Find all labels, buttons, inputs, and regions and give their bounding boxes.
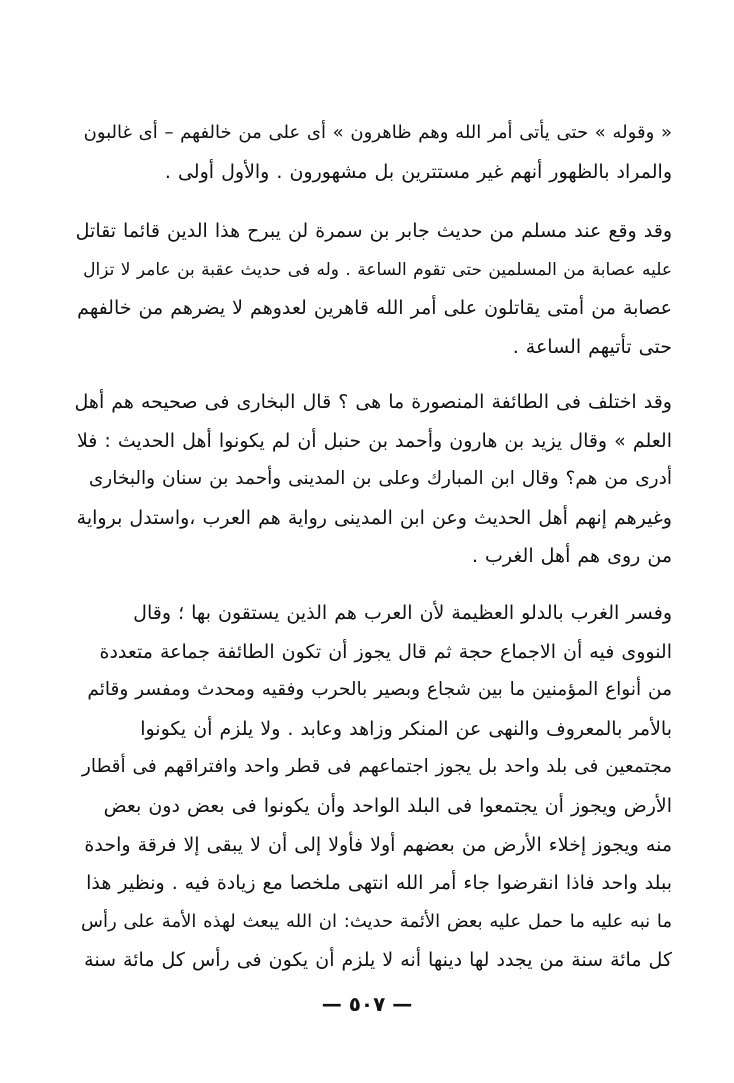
- paragraph-3: [74, 383, 672, 576]
- text-line: وقد وقع عند مسلم من حديث جابر بن سمرة لن يبرح هذا الدين قائما تقاتل: [75, 220, 672, 242]
- text-line: حتى تأتيهم الساعة .: [512, 335, 672, 358]
- text-line: وقد اختلف فى الطائفة المنصورة ما هى ؟ قال البخارى فى صحيحه هم أهل: [74, 391, 672, 413]
- text-line: عصابة من أمتى يقاتلون على أمر الله قاهرين لعدوهم لا يضرهم من خالفهم: [77, 297, 672, 320]
- text-line: وفسر الغرب بالدلو العظيمة لأن العرب هم الذين يستقون بها ؛ وقال: [133, 602, 672, 624]
- text-line: وغيرهم إنهم أهل الحديث وعن ابن المدينى رواية هم العرب ،واستدل برواية: [76, 506, 672, 529]
- text-line: مجتمعين فى بلد واحد بل يجوز اجتماعهم فى قطر واحد وافتراقهم فى أقطار: [81, 756, 672, 778]
- text-line: الأرض ويجوز أن يجتمعوا فى البلد الواحد وأن يكونوا فى بعض دون بعض: [103, 794, 672, 817]
- text-line: منه ويجوز إخلاء الأرض من بعضهم أولا فأولا إلى أن لا يبقى إلا فرقة واحدة: [84, 833, 672, 856]
- paragraph-4: [74, 594, 672, 980]
- text-line: ما نبه عليه ما حمل عليه بعض الأئمة حديث: ان الله يبعث لهذه الأمة على رأس: [81, 910, 672, 932]
- text-line: بالأمر بالمعروف والنهى عن المنكر وزاهد وعابد . ولا يلزم أن يكونوا: [140, 717, 672, 740]
- page-number: — ٥٠٧ —: [321, 992, 413, 1016]
- text-line: أدرى من هم؟ وقال ابن المبارك وعلى بن المدينى وأحمد بن سنان والبخارى: [88, 468, 672, 490]
- text-line: من أنواع المؤمنين ما بين شجاع وبصير بالحرب وفقيه ومحدث ومفسر وقائم: [87, 679, 672, 701]
- text-line: العلم » وقال يزيد بن هارون وأحمد بن حنبل أن لم يكونوا أهل الحديث : فلا: [76, 429, 672, 452]
- paragraph-1: [74, 114, 672, 191]
- text-line: عليه عصابة من المسلمين حتى تقوم الساعة . وله فى حديث عقبة بن عامر لا تزال: [83, 259, 672, 280]
- text-line: ببلد واحد فاذا انقرضوا جاء أمر الله انتهى ملخصا مع زيادة فيه . ونظير هذا: [86, 872, 672, 895]
- text-line: كل مائة سنة من يجدد لها دينها أنه لا يلزم أن يكون فى رأس كل مائة سنة: [84, 949, 672, 972]
- text-line: والمراد بالظهور أنهم غير مستترين بل مشهورون . والأول أولى .: [164, 160, 672, 183]
- paragraph-2: [74, 212, 672, 366]
- text-line: النووى فيه أن الاجماع حجة ثم قال يجوز أن تكون الطائفة جماعة متعددة: [99, 640, 672, 663]
- text-line: من روى هم أهل الغرب .: [471, 545, 672, 568]
- text-line: « وقوله » حتى يأتى أمر الله وهم ظاهرون » أى على من خالفهم – أى غالبون: [83, 122, 672, 143]
